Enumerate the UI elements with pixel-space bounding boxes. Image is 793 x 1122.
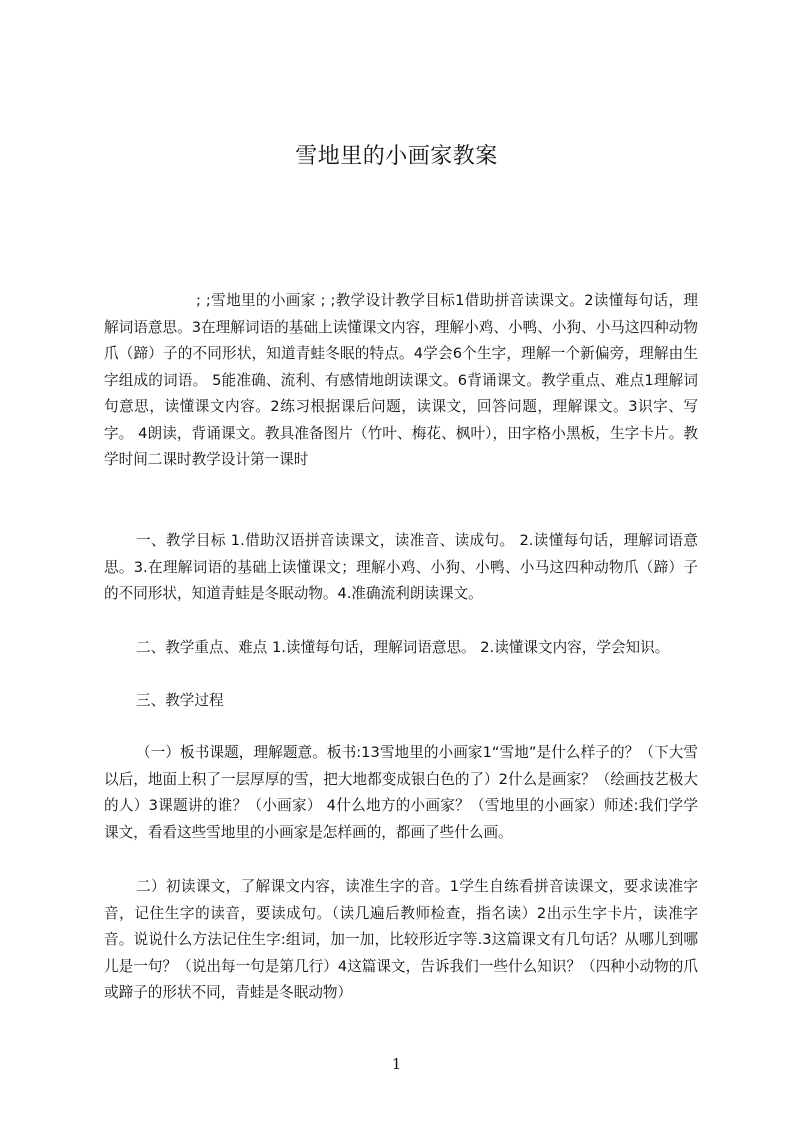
paragraph-first-reading: 二）初读课文，了解课文内容，读准生字的音。1学生自练看拼音读课文，要求读准字音，记住生字的读音，要读成句。（读几遍后教师检查，指名读）2出示生字卡片，读准字音。说说什么方法记住生字:组词，加一加，比较形近字等.3这篇课文有几句话？从哪儿到哪儿是一句？（说出每一句是第几行）4这篇课文，告诉我们一些什么知识？（四种小动物的爪或蹄子的形状不同，青蛙是冬眠动物） xyxy=(104,878,698,1001)
paragraph-blackboard-title: （一）板书课题，理解题意。板书:13雪地里的小画家1“雪地”是什么样子的？（下大雪以后，地面上积了一层厚厚的雪，把大地都变成银白色的了）2什么是画家？（绘画技艺极大的人）3课题讲的谁？（小画家） 4什么地方的小画家？（雪地里的小画家）师述:我们学学课文，看看这些雪地里的小画家是怎样画的，都画了些什么画。 xyxy=(104,744,698,841)
paragraph-key-points: 二、教学重点、难点 1.读懂每句话，理解词语意思。 2.读懂课文内容，学会知识。 xyxy=(136,639,670,656)
page-number: 1 xyxy=(391,1055,402,1073)
paragraph-teaching-goals: 一、教学目标 1.借助汉语拼音读课文，读准音、读成句。 2.读懂每句话，理解词语意思。3.在理解词语的基础上读懂课文；理解小鸡、小狗、小鸭、小马这四种动物爪（蹄）子的不同形状，知道青蛙是冬眠动物。4.准确流利朗读课文。 xyxy=(104,532,698,602)
document-title: 雪地里的小画家教案 xyxy=(295,144,498,169)
paragraph-teaching-design: ; ;雪地里的小画家 ; ;教学设计教学目标1借助拼音读课文。2读懂每句话，理解词语意思。3在理解词语的基础上读懂课文内容，理解小鸡、小鸭、小狗、小马这四种动物爪（蹄）子的不同形状，知道青蛙冬眠的特点。4学会6个生字，理解一个新偏旁，理解由生字组成的词语。 5能准确、流利、有感情地朗读课文。6背诵课文。教学重点、难点1理解词句意思，读懂课文内容。2练习根据课后问题，读课文，回答问题，理解课文。3识字、写字。 4朗读，背诵课文。教具准备图片（竹叶、梅花、枫叶），田字格小黑板，生字卡片。教学时间二课时教学设计第一课时 xyxy=(104,292,698,468)
paragraph-teaching-process-heading: 三、教学过程 xyxy=(136,692,224,709)
